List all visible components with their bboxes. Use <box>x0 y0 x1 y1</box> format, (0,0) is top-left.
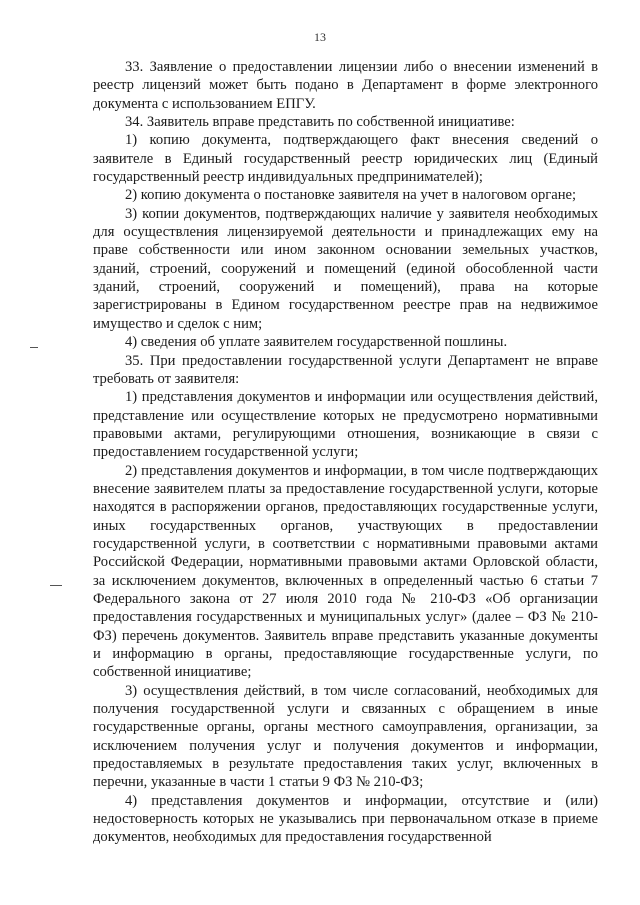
paragraph-35-item-4: 4) представления документов и информации, отсутствие и (или) недостоверность которых не указывались при первоначальном отказе в приеме документов, необходимых для предоставления государственной <box>93 792 598 846</box>
page-number: 13 <box>314 30 326 44</box>
paragraph-35-item-3: 3) осуществления действий, в том числе согласований, необходимых для получения государственной услуги и связанных с обращением в иные государственные органы, органы местного самоуправления, организации, за исключением получения услуг и получения документов и информации, предоставляемых в результате предоставления таких услуг, включенных в перечни, указанные в части 1 статьи 9 ФЗ № 210-ФЗ; <box>93 682 598 791</box>
margin-mark-1 <box>30 347 38 348</box>
paragraph-35-item-2: 2) представления документов и информации, в том числе подтверждающих внесение заявителем платы за предоставление государственной услуги, которые находятся в распоряжении органов, предоставляющих государственные услуги, иных государственных органов, участвующих в предоставлении государственной услуги, в соответствии с нормативными правовыми актами Российской Федерации, нормативными правовыми актами Орловской области, за исключением документов, включенных в определенный частью 6 статьи 7 Федерального закона от 27 июля 2010 года № 210-ФЗ «Об организации предоставления государственных и муниципальных услуг» (далее – ФЗ № 210-ФЗ) перечень документов. Заявитель вправе представить указанные документы и информацию в органы, предоставляющие государственные услуги, по собственной инициативе; <box>93 462 598 681</box>
paragraph-34-item-2: 2) копию документа о постановке заявителя на учет в налоговом органе; <box>125 187 577 204</box>
document-body <box>93 58 598 847</box>
paragraph-34: 34. Заявитель вправе представить по собственной инициативе: <box>125 114 515 131</box>
paragraph-35-item-1: 1) представления документов и информации или осуществления действий, представление или осуществление которых не предусмотрено нормативными правовыми актами, регулирующими отношения, возникающие в связи с предоставлением государственной услуги; <box>93 389 598 461</box>
margin-mark-2 <box>50 585 62 586</box>
paragraph-35: 35. При предоставлении государственной услуги Департамент не вправе требовать от заявителя: <box>93 352 598 387</box>
paragraph-33: 33. Заявление о предоставлении лицензии либо о внесении изменений в реестр лицензий может быть подано в Департамент в форме электронного документа с использованием ЕПГУ. <box>93 59 598 112</box>
paragraph-34-item-3: 3) копии документов, подтверждающих наличие у заявителя необходимых для осуществления лицензируемой деятельности и принадлежащих ему на праве собственности или ином законном основании земельных участков, зданий, строений, сооружений и помещений (единой обособленной части зданий, строений, сооружений и помещений), права на которые зарегистрированы в Едином государственном реестре прав на недвижимое имущество и сделок с ним; <box>93 205 598 332</box>
paragraph-34-item-1: 1) копию документа, подтверждающего факт внесения сведений о заявителе в Единый государственный реестр юридических лиц (Единый государственный реестр индивидуальных предпринимателей); <box>93 132 598 186</box>
paragraph-34-item-4: 4) сведения об уплате заявителем государственной пошлины. <box>125 334 508 351</box>
